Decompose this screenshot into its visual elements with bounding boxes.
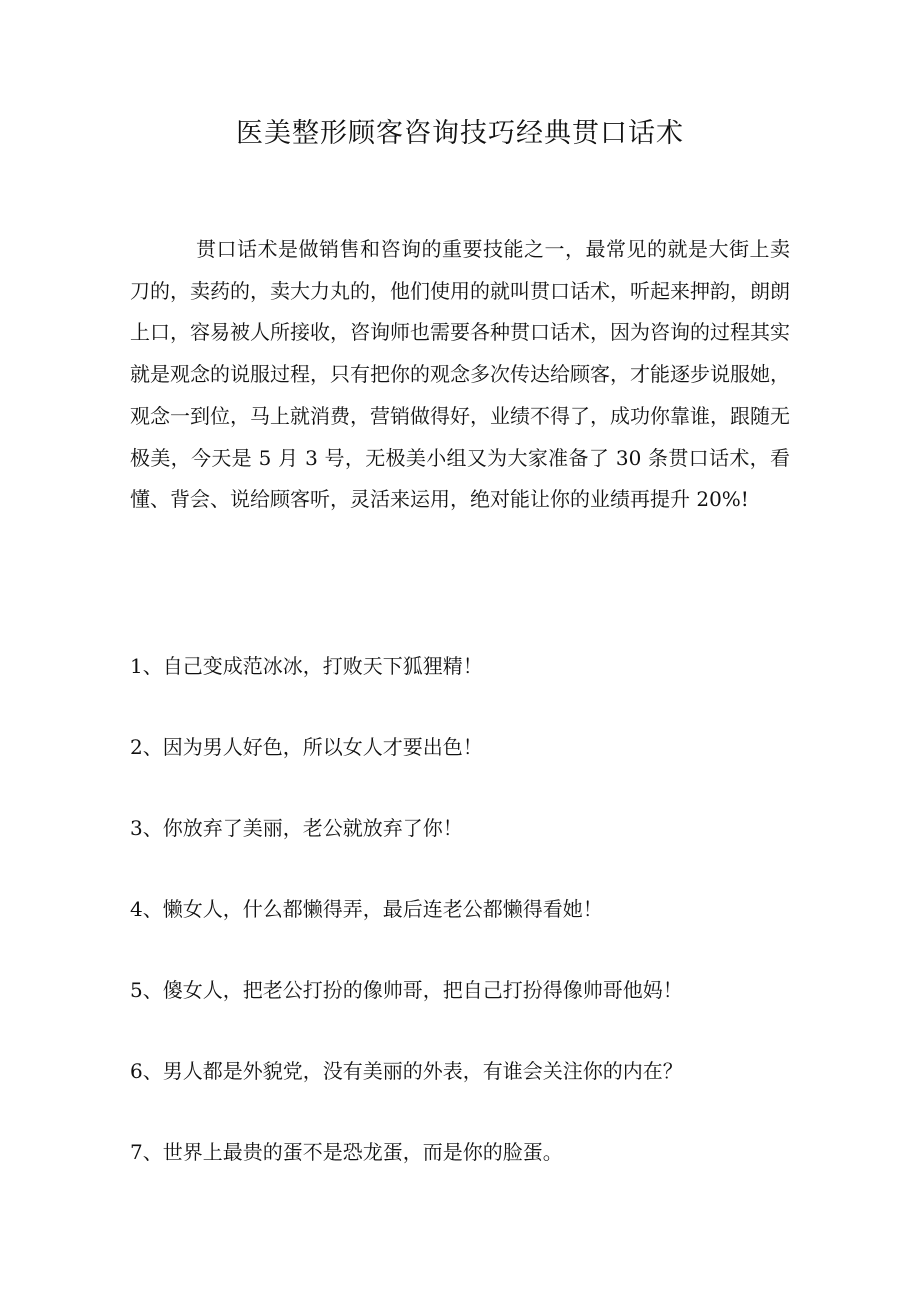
- list-item: 1、自己变成范冰冰，打败天下狐狸精！: [130, 654, 483, 678]
- list-item: 2、因为男人好色，所以女人才要出色！: [130, 735, 483, 759]
- phrase-list: [130, 646, 790, 1213]
- list-item: 3、你放弃了美丽，老公就放弃了你！: [130, 816, 463, 840]
- list-item: 7、世界上最贵的蛋不是恐龙蛋，而是你的脸蛋。: [130, 1140, 563, 1164]
- list-item: 5、傻女人，把老公打扮的像帅哥，把自己打扮得像帅哥他妈！: [130, 978, 683, 1002]
- document-title: 医美整形顾客咨询技巧经典贯口话术: [236, 118, 684, 149]
- list-item: 4、懒女人，什么都懒得弄，最后连老公都懒得看她！: [130, 897, 603, 921]
- intro-paragraph: 贯口话术是做销售和咨询的重要技能之一，最常见的就是大街上卖刀的，卖药的，卖大力丸的，他们使用的就叫贯口话术，听起来押韵，朗朗上口，容易被人所接收，咨询师也需要各种贯口话术，因为咨询的过程其实就是观念的说服过程，只有把你的观念多次传达给顾客，才能逐步说服她，观念一到位，马上就消费，营销做得好，业绩不得了，成功你靠谁，跟随无极美，今天是 5 月 3 号，无极美小组又为大家准备了 30 条贯口话术，看懂、背会、说给顾客听，灵活来运用，绝对能让你的业绩再提升 20%!: [130, 237, 790, 512]
- list-item: 6、男人都是外貌党，没有美丽的外表，有谁会关注你的内在？: [130, 1059, 683, 1083]
